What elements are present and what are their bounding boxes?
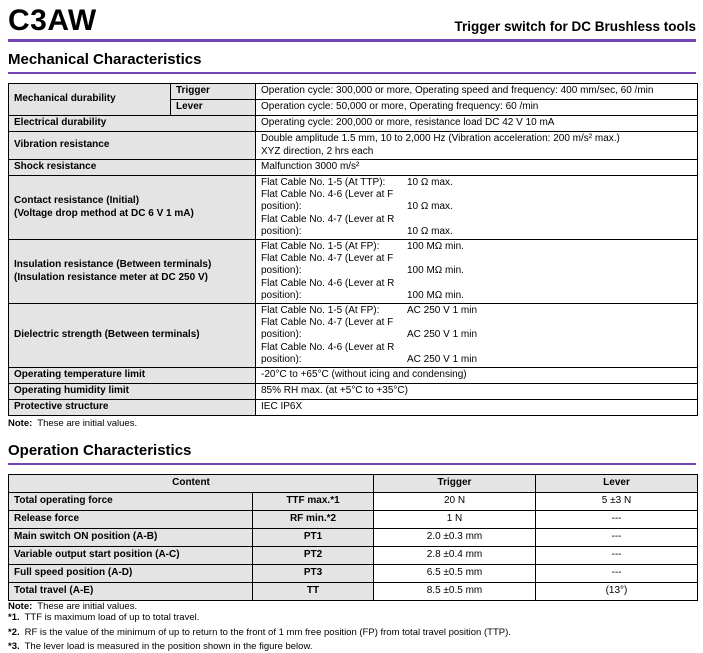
value-line: Flat Cable No. 4-6 (Lever at R position): 100 MΩ min. bbox=[261, 277, 464, 301]
row-label: Operating temperature limit bbox=[9, 368, 256, 384]
row-label bbox=[9, 304, 256, 368]
row-label bbox=[9, 176, 256, 240]
page-subtitle: Trigger switch for DC Brushless tools bbox=[454, 19, 696, 34]
row-code: TTF max.*1 bbox=[253, 492, 374, 510]
note-text: TTF is maximum load of up to total travel. bbox=[24, 612, 200, 624]
table-row bbox=[9, 240, 698, 304]
row-label: Total travel (A-E) bbox=[9, 582, 253, 600]
row-label: Full speed position (A-D) bbox=[9, 564, 253, 582]
table-row bbox=[9, 368, 698, 384]
row-code: RF min.*2 bbox=[253, 510, 374, 528]
note-text: These are initial values. bbox=[37, 600, 138, 612]
row-value: Malfunction 3000 m/s² bbox=[256, 160, 698, 176]
note-line bbox=[8, 602, 696, 613]
page-header bbox=[8, 6, 696, 36]
lever-value: --- bbox=[536, 546, 698, 564]
table-row bbox=[9, 510, 698, 528]
table-row bbox=[9, 304, 698, 368]
note-text: These are initial values. bbox=[37, 418, 138, 430]
row-value bbox=[256, 240, 698, 304]
row-value: -20°C to +65°C (without icing and condensing) bbox=[256, 368, 698, 384]
mechanical-characteristics-table bbox=[8, 83, 698, 416]
note-line bbox=[8, 613, 696, 624]
trigger-value: 20 N bbox=[374, 492, 536, 510]
label-line: (Insulation resistance meter at DC 250 V) bbox=[14, 271, 208, 283]
mechanical-section-rule bbox=[8, 72, 696, 74]
row-label bbox=[9, 240, 256, 304]
lever-value: --- bbox=[536, 510, 698, 528]
label-line: (Voltage drop method at DC 6 V 1 mA) bbox=[14, 207, 194, 219]
lever-value: 5 ±3 N bbox=[536, 492, 698, 510]
table-row bbox=[9, 564, 698, 582]
row-value bbox=[256, 176, 698, 240]
row-value: 85% RH max. (at +5°C to +35°C) bbox=[256, 384, 698, 400]
column-header-content: Content bbox=[9, 474, 374, 492]
table-row bbox=[9, 160, 698, 176]
table-row bbox=[9, 528, 698, 546]
row-label: Main switch ON position (A-B) bbox=[9, 528, 253, 546]
value-line: Flat Cable No. 4-7 (Lever at R position): 10 Ω max. bbox=[261, 213, 453, 237]
row-code: PT2 bbox=[253, 546, 374, 564]
row-sublabel: Trigger bbox=[171, 84, 256, 100]
row-label: Variable output start position (A-C) bbox=[9, 546, 253, 564]
note-line bbox=[8, 628, 696, 639]
row-value: Operation cycle: 50,000 or more, Operating frequency: 60 /min bbox=[256, 100, 698, 116]
row-label: Shock resistance bbox=[9, 160, 256, 176]
operation-notes bbox=[8, 602, 696, 653]
row-label: Electrical durability bbox=[9, 116, 256, 132]
note-text: RF is the value of the minimum of up to return to the front of 1 mm free position (FP) from total travel position (TTP). bbox=[24, 626, 511, 638]
row-label: Mechanical durability bbox=[9, 84, 171, 116]
note-marker: Note: bbox=[8, 418, 33, 430]
table-row bbox=[9, 176, 698, 240]
section-title-operation: Operation Characteristics bbox=[8, 441, 192, 459]
column-header-trigger: Trigger bbox=[374, 474, 536, 492]
label-line: Insulation resistance (Between terminals) bbox=[14, 259, 212, 271]
value-line: Flat Cable No. 1-5 (At FP): 100 MΩ min. bbox=[261, 241, 464, 253]
row-code: TT bbox=[253, 582, 374, 600]
column-header-lever: Lever bbox=[536, 474, 698, 492]
note-marker: *3. bbox=[8, 641, 20, 653]
row-value: Operation cycle: 300,000 or more, Operating speed and frequency: 400 mm/sec, 60 /min bbox=[256, 84, 698, 100]
note-text: The lever load is measured in the position shown in the figure below. bbox=[24, 641, 313, 653]
row-label: Total operating force bbox=[9, 492, 253, 510]
row-code: PT3 bbox=[253, 564, 374, 582]
table-row bbox=[9, 132, 698, 160]
mechanical-note bbox=[8, 419, 696, 430]
value-line: Flat Cable No. 1-5 (At FP): AC 250 V 1 min bbox=[261, 305, 478, 317]
note-marker: Note: bbox=[8, 600, 33, 612]
row-sublabel: Lever bbox=[171, 100, 256, 116]
value-line: Flat Cable No. 4-7 (Lever at F position): AC 250 V 1 min bbox=[261, 317, 478, 341]
lever-value: --- bbox=[536, 564, 698, 582]
operation-section-rule bbox=[8, 463, 696, 465]
row-value bbox=[256, 132, 698, 160]
section-title-mechanical: Mechanical Characteristics bbox=[8, 51, 202, 68]
operation-characteristics-table bbox=[8, 474, 698, 601]
lever-value: --- bbox=[536, 528, 698, 546]
table-row bbox=[9, 84, 698, 100]
value-line: Flat Cable No. 4-7 (Lever at F position): 100 MΩ min. bbox=[261, 253, 464, 277]
table-row bbox=[9, 116, 698, 132]
label-line: Dielectric strength (Between terminals) bbox=[14, 329, 200, 341]
table-row bbox=[9, 384, 698, 400]
row-label: Vibration resistance bbox=[9, 132, 256, 160]
table-row bbox=[9, 546, 698, 564]
header-rule bbox=[8, 39, 696, 42]
product-title: C3AW bbox=[8, 4, 97, 37]
table-row bbox=[9, 582, 698, 600]
row-label: Operating humidity limit bbox=[9, 384, 256, 400]
trigger-value: 1 N bbox=[374, 510, 536, 528]
trigger-value: 2.0 ±0.3 mm bbox=[374, 528, 536, 546]
value-line: Double amplitude 1.5 mm, 10 to 2,000 Hz (Vibration acceleration: 200 m/s² max.) bbox=[261, 133, 620, 145]
lever-value: (13°) bbox=[536, 582, 698, 600]
row-value: Operating cycle: 200,000 or more, resistance load DC 42 V 10 mA bbox=[256, 116, 698, 132]
trigger-value: 8.5 ±0.5 mm bbox=[374, 582, 536, 600]
note-line bbox=[8, 642, 696, 653]
row-value bbox=[256, 304, 698, 368]
value-line: XYZ direction, 2 hrs each bbox=[261, 145, 374, 157]
trigger-value: 6.5 ±0.5 mm bbox=[374, 564, 536, 582]
note-marker: *2. bbox=[8, 626, 20, 638]
label-line: Contact resistance (Initial) bbox=[14, 195, 140, 207]
row-value: IEC IP6X bbox=[256, 400, 698, 416]
value-line: Flat Cable No. 4-6 (Lever at F position): 10 Ω max. bbox=[261, 189, 453, 213]
value-line: Flat Cable No. 1-5 (At TTP): 10 Ω max. bbox=[261, 177, 453, 188]
row-label: Protective structure bbox=[9, 400, 256, 416]
table-header-row bbox=[9, 474, 698, 492]
value-line: Flat Cable No. 4-6 (Lever at R position): AC 250 V 1 min bbox=[261, 341, 478, 365]
row-code: PT1 bbox=[253, 528, 374, 546]
table-row bbox=[9, 492, 698, 510]
table-row bbox=[9, 400, 698, 416]
note-marker: *1. bbox=[8, 612, 20, 624]
row-label: Release force bbox=[9, 510, 253, 528]
trigger-value: 2.8 ±0.4 mm bbox=[374, 546, 536, 564]
